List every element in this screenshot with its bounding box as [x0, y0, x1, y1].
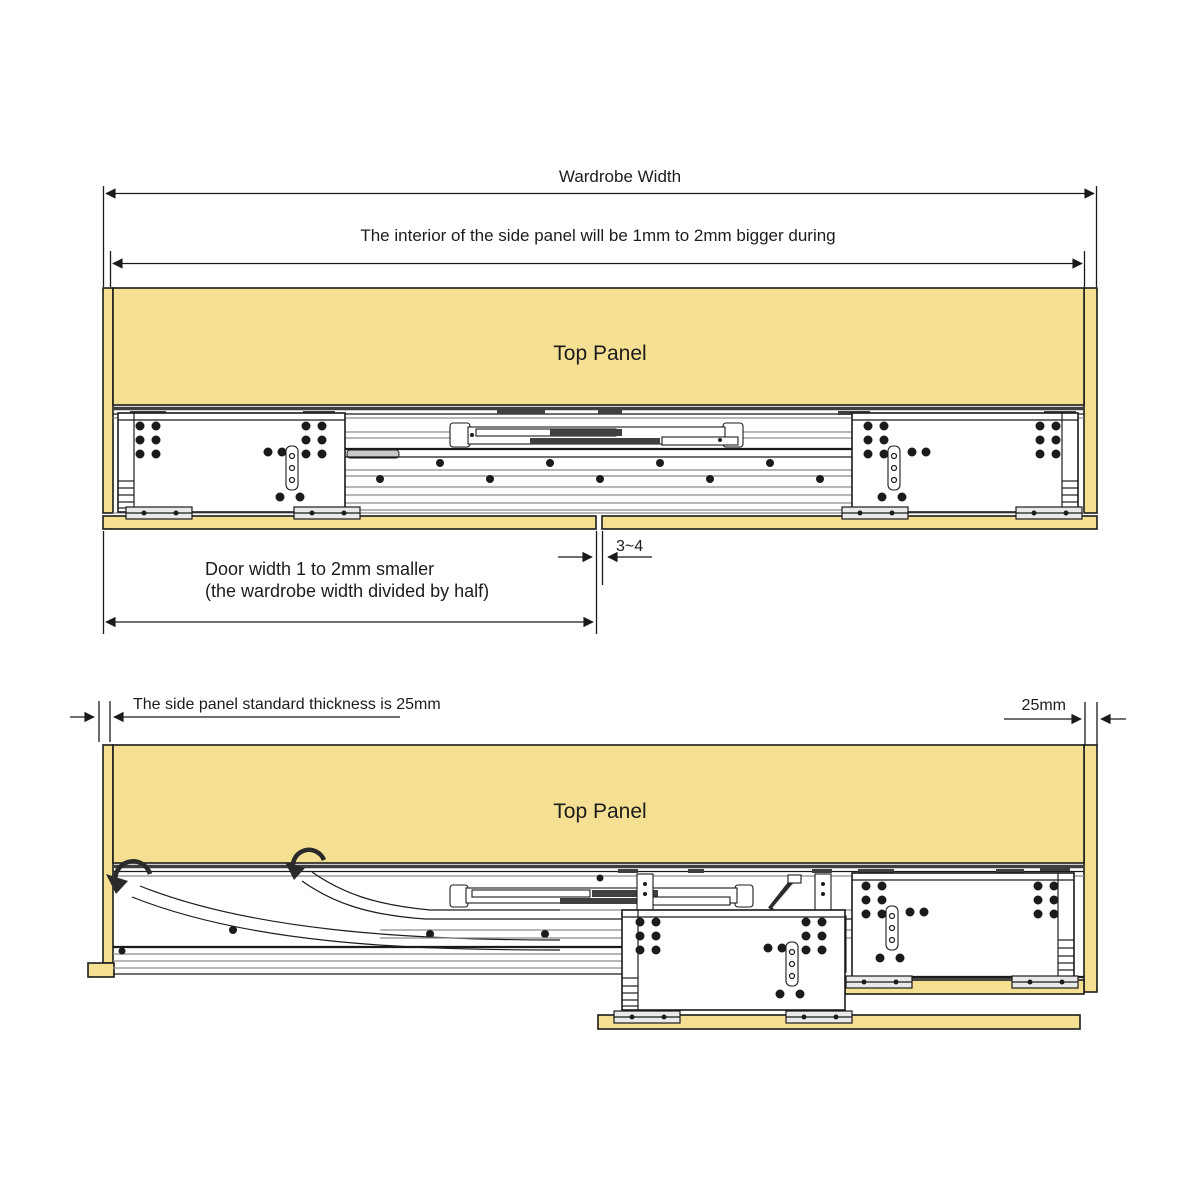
- hinge: [126, 507, 192, 519]
- hinge: [842, 507, 908, 519]
- gap-dimension: [558, 531, 652, 634]
- thickness-value-label: 25mm: [1021, 697, 1066, 714]
- wardrobe-width-label: Wardrobe Width: [558, 167, 682, 186]
- thickness-dimension-left: [70, 696, 441, 742]
- side-panel-left-2: [103, 745, 113, 963]
- adjustment-slot: [786, 942, 798, 986]
- hinge: [614, 1011, 680, 1023]
- interior-note-label: The interior of the side panel will be 1mm to 2mm bigger during: [360, 226, 836, 245]
- damper-lever: [770, 875, 801, 909]
- curved-rail-large: [106, 861, 560, 950]
- top-panel-label-2: Top Panel: [553, 800, 647, 823]
- screw-holes-row1: [436, 459, 774, 467]
- adjustment-slot: [286, 446, 298, 490]
- interior-width-dimension: [111, 226, 1085, 287]
- hinge: [1016, 507, 1082, 519]
- door-bracket-front: [622, 910, 845, 1010]
- thickness-dimension-right: [1004, 697, 1126, 746]
- gap-label: 3~4: [616, 538, 644, 555]
- door-width-label-line1: Door width 1 to 2mm smaller: [205, 559, 435, 579]
- slider-assembly-top: [450, 423, 743, 447]
- side-panel-right: [1084, 288, 1097, 513]
- side-panel-left-foot: [88, 963, 114, 977]
- door-width-dimension: [104, 531, 594, 634]
- thickness-note-label: The side panel standard thickness is 25mm: [133, 696, 441, 713]
- top-panel-label: Top Panel: [553, 342, 647, 365]
- hinge: [1012, 976, 1078, 988]
- adjustment-slot: [886, 906, 898, 950]
- hinge: [294, 507, 360, 519]
- slider-assembly-bottom: [450, 885, 753, 907]
- door-width-label-line2: (the wardrobe width divided by half): [205, 581, 490, 601]
- hinge: [846, 976, 912, 988]
- adjustment-slot: [888, 446, 900, 490]
- hinge: [786, 1011, 852, 1023]
- door-bracket-top-left: [118, 413, 345, 512]
- door-bracket-back: [852, 873, 1084, 978]
- door-bracket-top-right: [852, 413, 1078, 512]
- side-panel-left: [103, 288, 113, 513]
- side-panel-right-2: [1084, 745, 1097, 992]
